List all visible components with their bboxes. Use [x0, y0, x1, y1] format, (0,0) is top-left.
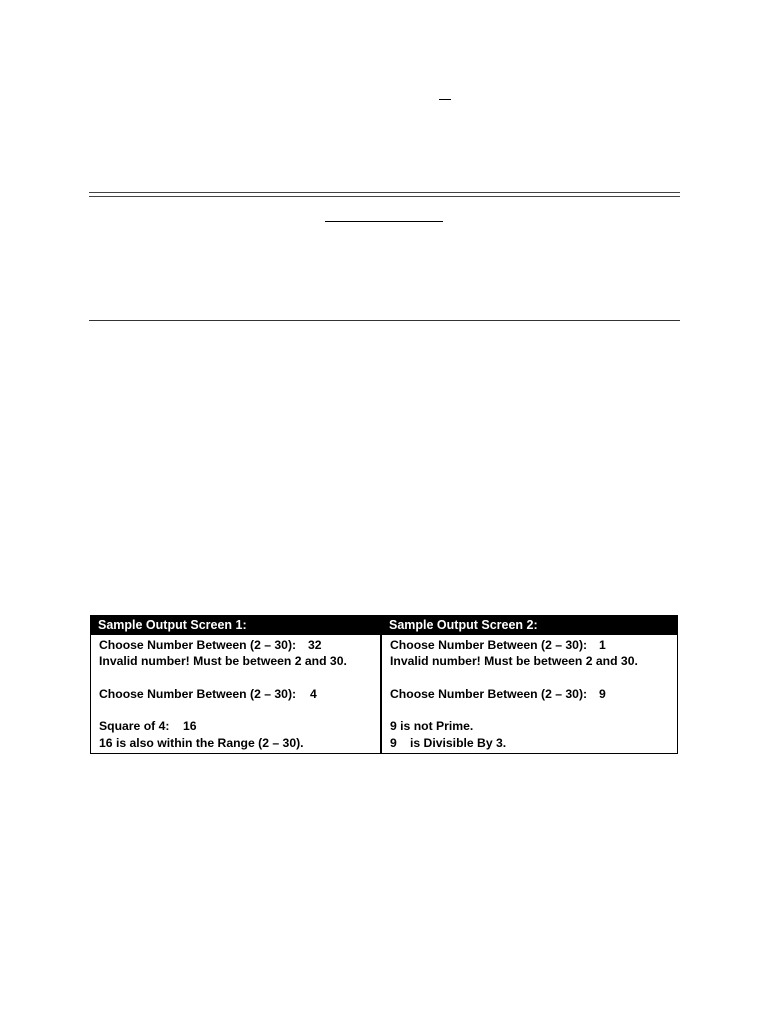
prompt-text: Choose Number Between (2 – 30):: [99, 686, 297, 701]
sample-output-table: [90, 615, 678, 754]
double-horizontal-rule: [89, 192, 680, 197]
screen-1-prompt-line: [99, 637, 380, 653]
horizontal-rule: [89, 320, 680, 321]
screen-1-prompt-line-2: [99, 686, 380, 702]
screen-1-error-line: Invalid number! Must be between 2 and 30.: [99, 654, 347, 669]
title-underline: [325, 221, 443, 222]
prompt-value: 4: [310, 686, 317, 701]
screen-1-output: [91, 635, 382, 753]
small-dash-mark: [439, 99, 451, 100]
result-value: 16: [183, 719, 197, 734]
result-text: 9: [390, 735, 397, 750]
prompt-text: Choose Number Between (2 – 30):: [390, 686, 588, 701]
screen-2-prime-line: 9 is not Prime.: [390, 719, 474, 734]
prompt-text: Choose Number Between (2 – 30):: [99, 638, 297, 652]
screen-1-header: Sample Output Screen 1:: [91, 616, 382, 635]
result-value: is Divisible By 3.: [410, 735, 507, 750]
prompt-value: 32: [308, 638, 322, 652]
screen-2-output: [382, 635, 677, 753]
screen-2-error-line: Invalid number! Must be between 2 and 30.: [390, 654, 638, 669]
prompt-value: 9: [599, 686, 606, 701]
screen-2-divisible-line: [390, 735, 677, 751]
screen-1-square-line: [99, 718, 380, 734]
screen-1-range-line: 16 is also within the Range (2 – 30).: [99, 735, 304, 750]
screen-2-header: Sample Output Screen 2:: [382, 616, 677, 635]
prompt-value: 1: [599, 638, 606, 652]
screen-2-prompt-line-2: [390, 686, 677, 702]
result-text: Square of 4:: [99, 719, 170, 734]
screen-2-prompt-line: [390, 637, 677, 653]
prompt-text: Choose Number Between (2 – 30):: [390, 638, 588, 652]
